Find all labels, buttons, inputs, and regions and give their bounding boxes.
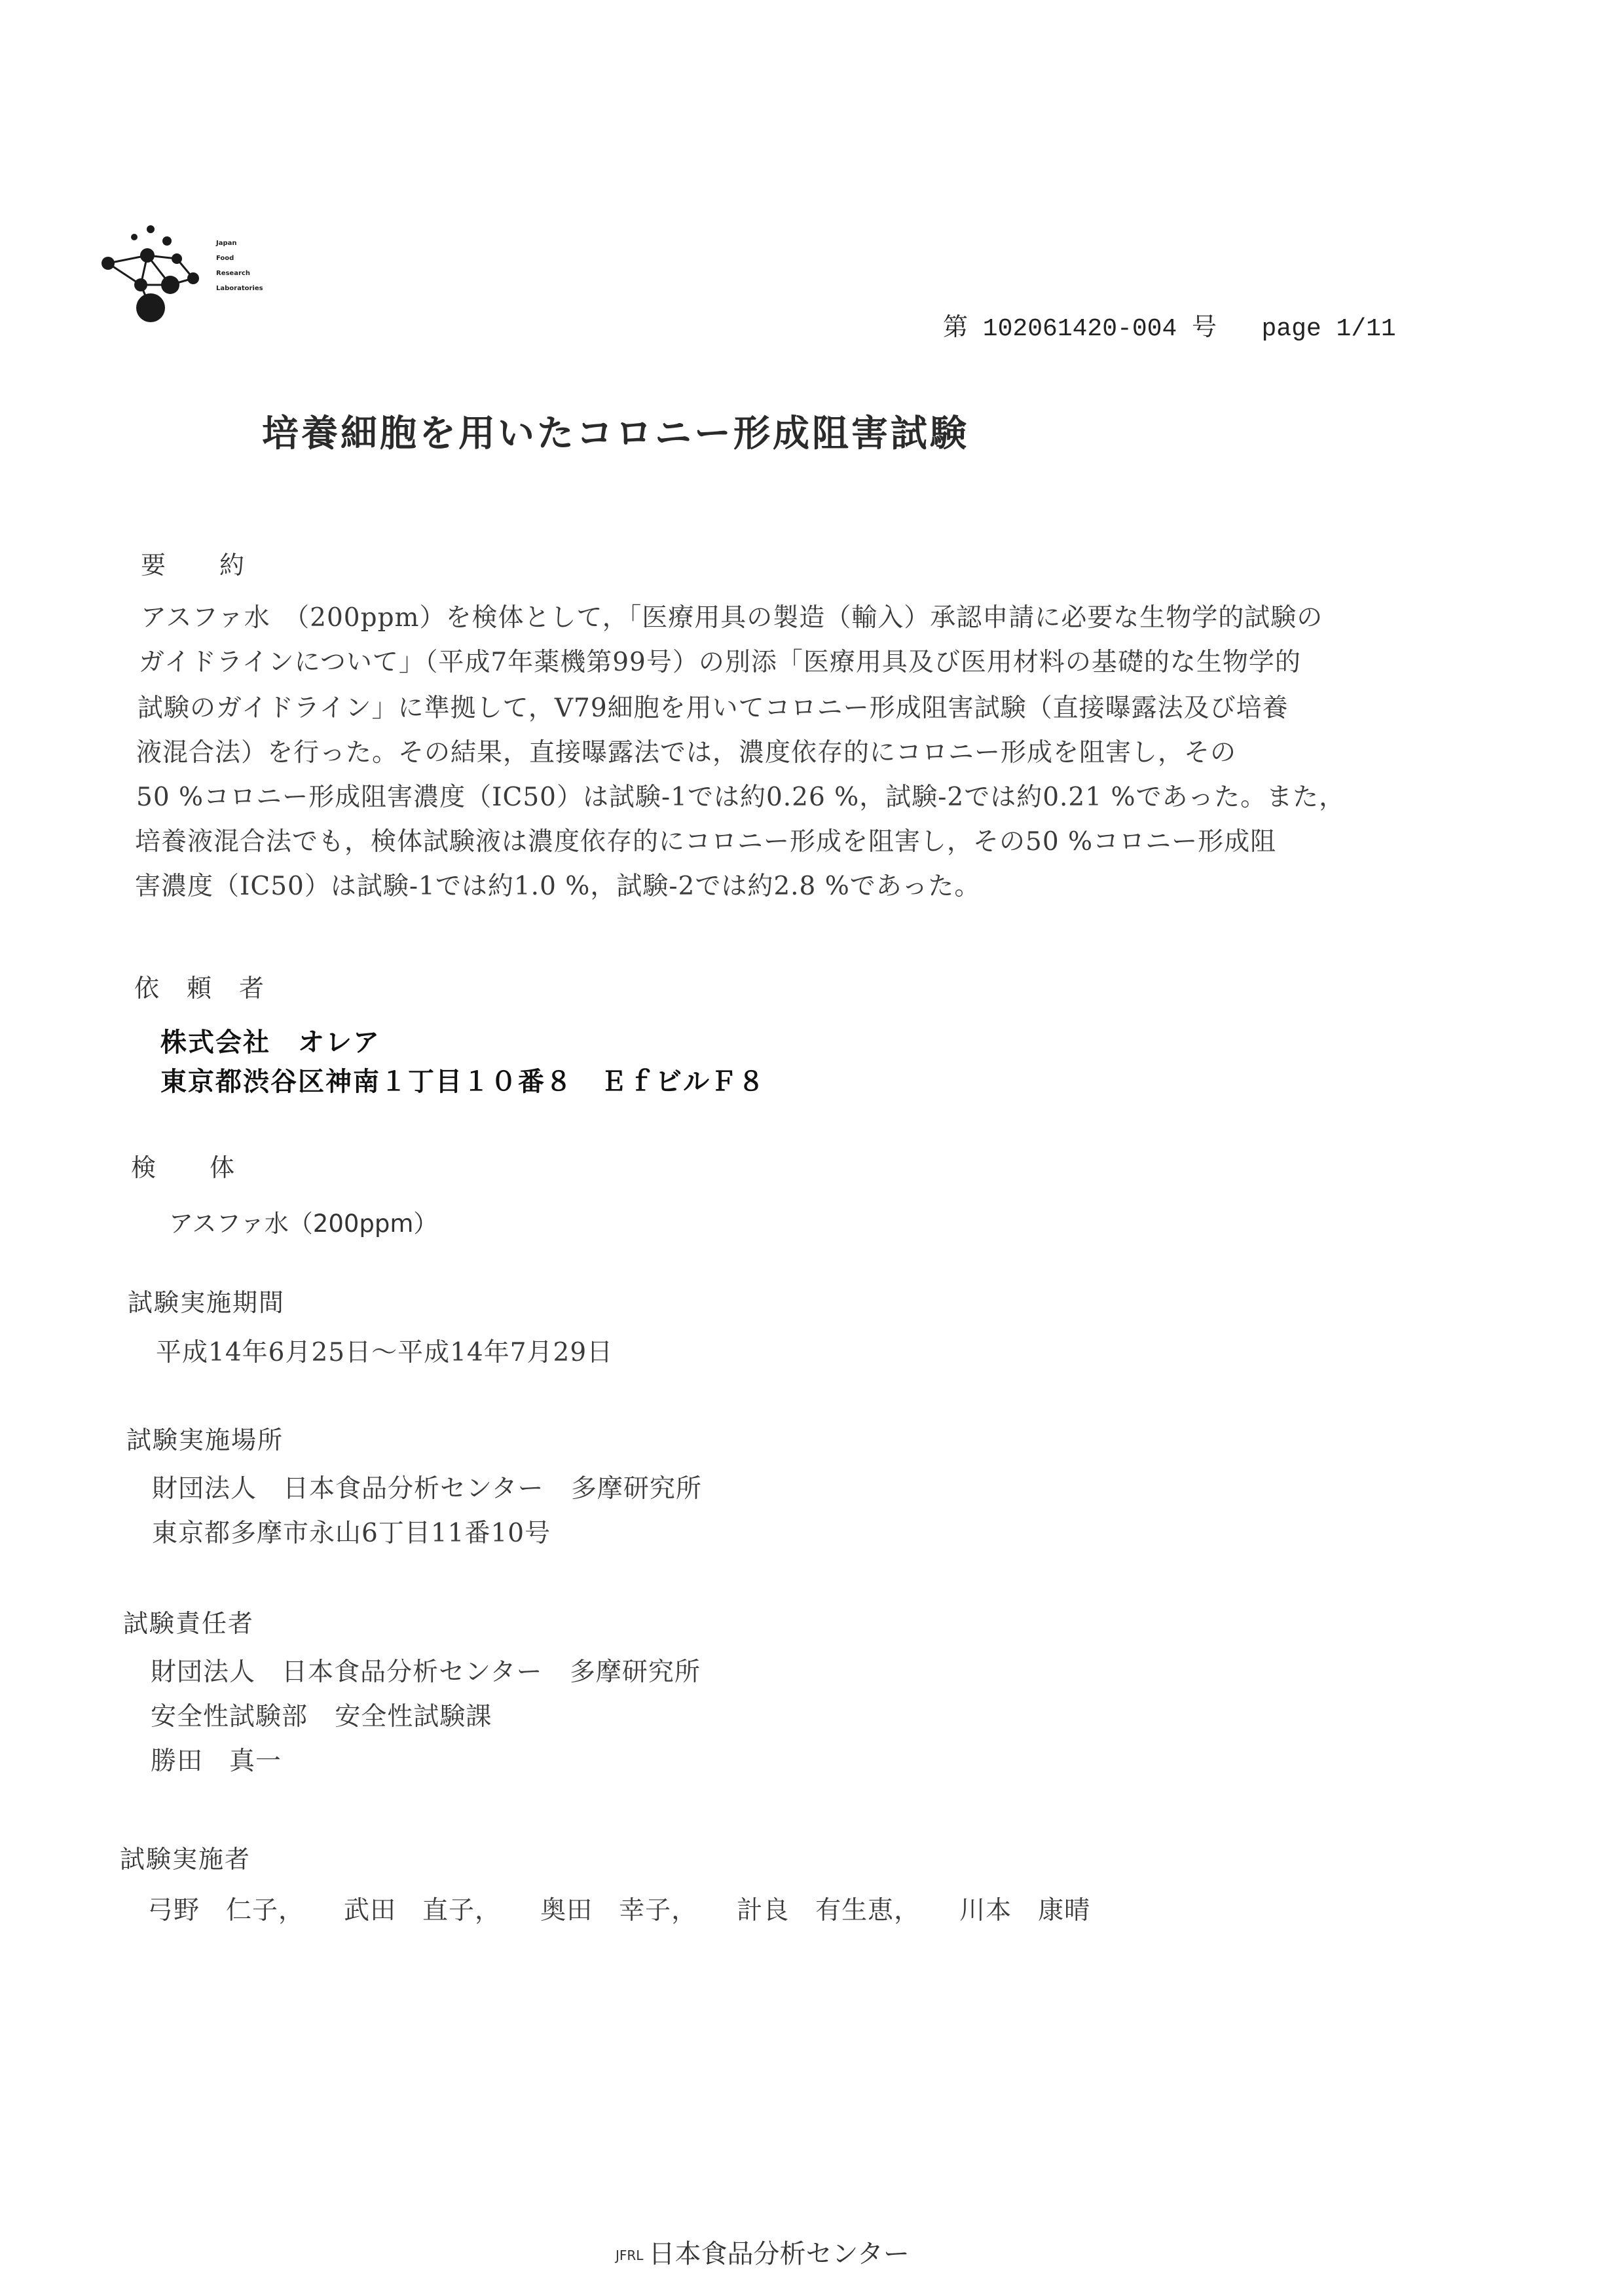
- location-org: 財団法人 日本食品分析センター: [152, 1474, 544, 1504]
- jfrl-logo: [85, 223, 295, 334]
- staff-name: 武田 直子: [344, 1896, 475, 1925]
- staff-separator: ，: [894, 1896, 921, 1925]
- summary-heading: 要 約: [141, 551, 246, 580]
- staff-name: 奥田 幸子: [540, 1896, 672, 1925]
- staff-separator: ，: [278, 1896, 305, 1925]
- responsible-org-line: [151, 1652, 701, 1688]
- summary-line: ガイドラインについて」（平成7年薬機第99号）の別添「医療用具及び医用材料の基礎的な生物学的: [139, 648, 1301, 677]
- client-heading: 依 頼 者: [134, 974, 266, 1003]
- specimen-heading: 検 体: [131, 1153, 236, 1182]
- responsible-person: 勝田 真一: [151, 1747, 282, 1776]
- logo-line: Japan: [216, 240, 237, 247]
- location-org-line: [152, 1468, 702, 1505]
- logo-line: Research: [216, 270, 250, 277]
- summary-line: 液混合法）を行った。その結果，直接曝露法では，濃度依存的にコロニー形成を阻害し，その: [136, 738, 1237, 768]
- summary-line: アスファ水 （200ppm）を検体として，「医療用具の製造（輸入）承認申請に必要な生物学的試験の: [141, 603, 1323, 633]
- responsible-section: 安全性試験課: [335, 1702, 492, 1731]
- responsible-heading: 試験責任者: [123, 1609, 255, 1638]
- responsible-dept-line: [151, 1696, 492, 1733]
- page-title: 培養細胞を用いたコロニー形成阻害試験: [262, 413, 969, 455]
- document-number: [943, 306, 1396, 343]
- summary-line: 培養液混合法でも，検体試験液は濃度依存的にコロニー形成を阻害し，その50 %コロニー形成阻: [135, 827, 1277, 857]
- specimen-value: アスファ水（200ppm）: [169, 1210, 438, 1238]
- logo-caption: [216, 236, 263, 296]
- staff-name: 弓野 仁子: [147, 1896, 279, 1925]
- responsible-site: 多摩研究所: [569, 1657, 701, 1687]
- staff-heading: 試験実施者: [120, 1845, 251, 1874]
- footer-mark: JFRL: [616, 2248, 644, 2263]
- footer-org: 日本食品分析センター: [648, 2239, 910, 2269]
- page-indicator: page 1/11: [1261, 315, 1396, 343]
- logo-line: Laboratories: [216, 285, 263, 292]
- period-heading: 試験実施期間: [128, 1288, 286, 1317]
- staff-name: 川本 康晴: [959, 1896, 1091, 1925]
- client-company: 株式会社 オレア: [160, 1028, 380, 1058]
- location-address: 東京都多摩市永山6丁目11番10号: [152, 1519, 551, 1548]
- footer: [616, 2233, 910, 2270]
- summary-line: 試験のガイドライン」に準拠して，V79細胞を用いてコロニー形成阻害試験（直接曝露法及び培養: [138, 694, 1289, 723]
- staff-separator: ，: [475, 1896, 502, 1925]
- responsible-org: 財団法人 日本食品分析センター: [151, 1657, 543, 1687]
- period-value: 平成14年6月25日～平成14年7月29日: [156, 1338, 614, 1367]
- staff-separator: ，: [671, 1896, 698, 1925]
- report-number: 第 102061420-004 号: [943, 315, 1217, 343]
- responsible-dept: 安全性試験部: [151, 1702, 308, 1731]
- summary-line: 害濃度（IC50）は試験-1では約1.0 %，試験-2では約2.8 %であった。: [135, 872, 981, 901]
- staff-name: 計良 有生恵: [737, 1896, 895, 1925]
- location-site: 多摩研究所: [570, 1474, 702, 1504]
- summary-line: 50 %コロニー形成阻害濃度（IC50）は試験-1では約0.26 %，試験-2では約0.21 %であった。また，: [136, 783, 1346, 812]
- client-address: 東京都渋谷区神南１丁目１０番８ ＥｆビルＦ８: [160, 1067, 766, 1097]
- location-heading: 試験実施場所: [126, 1426, 284, 1454]
- molecule-logo-icon: [85, 223, 216, 334]
- logo-line: Food: [216, 255, 234, 262]
- staff-list: [147, 1890, 1090, 1927]
